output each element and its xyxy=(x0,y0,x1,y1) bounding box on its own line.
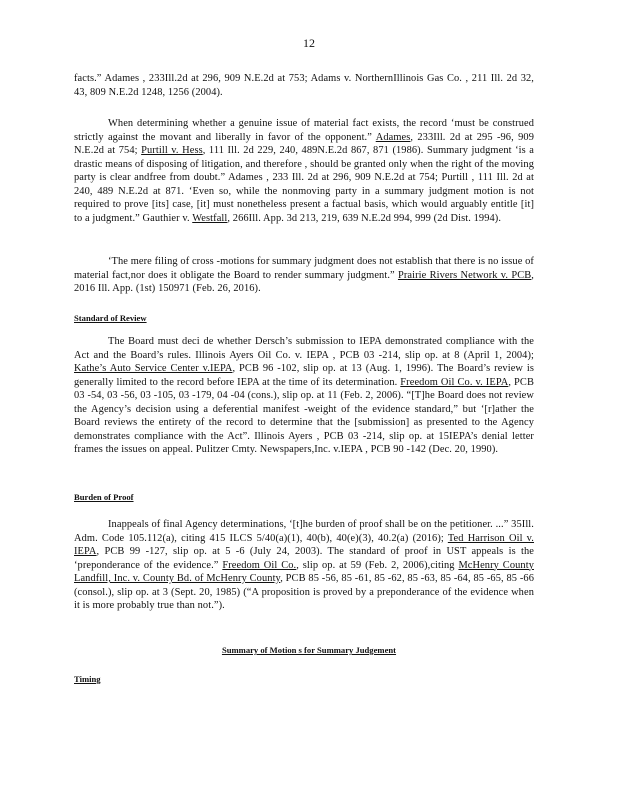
case-citation: Adames xyxy=(375,131,411,143)
paragraph-text: , 2016 Ill. App. (1st) 150971 (Feb. 26, 2016). xyxy=(74,269,534,294)
case-citation: Prairie Rivers Network v. PCB xyxy=(397,269,532,281)
section-heading-burden-of-proof: Burden of Proof xyxy=(74,492,134,502)
section-heading-summary-of-motions: Summary of Motion s for Summary Judgement xyxy=(221,645,397,655)
paragraph-continuation xyxy=(74,72,534,99)
case-citation: Kathe’s Auto Service Center v.IEPA xyxy=(74,363,233,374)
paragraph-text: , slip op. at 59 (Feb. 2, 2006),citing xyxy=(296,559,459,571)
case-citation: Freedom Oil Co. xyxy=(222,559,297,571)
paragraph-text: The Board must deci de whether Dersch’s submission to IEPA demonstrated compliance with the Act and the Board’s rules. Illinois Ayers Oil Co. v. IEPA , PCB 03 -214, slip op. at 8 (April 1, 2004); xyxy=(74,336,534,361)
paragraph-summary-judgment-standard xyxy=(74,117,534,225)
paragraph-text: , PCB 99 -127, slip op. at 5 -6 (July 24, 2003). The standard of proof in UST appeals is the ‘preponderance of the evidence.” xyxy=(74,546,534,571)
section-heading-standard-of-review: Standard of Review xyxy=(74,313,147,323)
paragraph-standard-of-review xyxy=(74,335,534,457)
paragraph-text: , PCB 96 -102, slip op. at 13 (Aug. 1, 1996). The Board’s review is generally limited to the record before IEPA at the time of its determination. xyxy=(74,363,534,388)
case-citation: Purtill v. Hess xyxy=(141,145,203,156)
case-citation: McHenry County Landfill, Inc. v. County Bd. of McHenry County xyxy=(74,559,534,584)
paragraph-text: , PCB 03 -54, 03 -56, 03 -105, 03 -179, 04 -04 (cons.), slip op. at 11 (Feb. 2, 2006). “[T]he Board does not review the Agency’s decision using a deferential manifest -weight of the evidence standard,” but ‘[r]ather the Board reviews the entirety of the record to determine that the [submission] as presented to the Agency demonstrates compliance with the Act”. Illinois Ayers , PCB 03 -214, slip op. at 15IEPA’s denial letter frames the issues on appeal. Pulitzer Cmty. Newspapers,Inc. v.IEPA , PCB 90 -142 (Dec. 20, 1990). xyxy=(74,376,534,455)
paragraph-text: , PCB 85 -56, 85 -61, 85 -62, 85 -63, 85 -64, 85 -65, 85 -66 (consol.), slip op. at 3 (Sept. 20, 1985) (“A proposition is proved by a preponderance of the evidence when it is more probably true than not.”). xyxy=(74,573,534,611)
paragraph-burden-of-proof xyxy=(74,518,534,613)
paragraph-text: ‘The mere filing of cross -motions for summary judgment does not establish that there is no issue of material fact,nor does it obligate the Board to render summary judgment.” xyxy=(74,256,534,281)
section-heading-timing: Timing xyxy=(74,674,101,684)
page-number: 12 xyxy=(303,36,315,50)
paragraph-text: , 266Ill. App. 3d 213, 219, 639 N.E.2d 994, 999 (2d Dist. 1994). xyxy=(227,212,502,224)
paragraph-text: facts.” Adames , 233Ill.2d at 296, 909 N.E.2d at 753; Adams v. NorthernIllinois Gas Co. , 211 Ill. 2d 32, 43, 809 N.E.2d 1248, 1256 (2004). xyxy=(74,73,534,98)
case-citation: Freedom Oil Co. v. IEPA xyxy=(400,376,509,388)
case-citation: Ted Harrison Oil v. IEPA xyxy=(74,532,535,557)
paragraph-text: , 111 Ill. 2d 229, 240, 489N.E.2d 867, 871 (1986). Summary judgment ‘is a drastic means of disposing of litigation, and therefore , should be granted only when the right of the moving party is clear andfree from doubt.” Adames , 233 Ill. 2d at 296, 909 N.E.2d at 754; Purtill , 111 Ill. 2d at 240, 489 N.E.2d at 871. ‘Even so, while the nonmoving party in a summary judgment motion is not required to prove [its] case, [it] must nonetheless present a factual basis, which would arguably entitle [it] to a judgment.” Gauthier v. xyxy=(74,145,535,224)
paragraph-text: Inappeals of final Agency determinations, ‘[t]he burden of proof shall be on the petitioner. ...” 35Ill. Adm. Code 105.112(a), citing 415 ILCS 5/40(a)(1), 40(b), 40(e)(3), 40.2(a) (2016); xyxy=(74,519,534,544)
case-citation: Westfall xyxy=(192,212,228,224)
paragraph-text: , 233Ill. 2d at 295 -96, 909 N.E.2d at 754; xyxy=(74,131,534,156)
paragraph-text: When determining whether a genuine issue of material fact exists, the record ‘must be construed strictly against the movant and liberally in favor of the opponent.” xyxy=(74,118,534,143)
paragraph-cross-motions xyxy=(74,255,534,296)
